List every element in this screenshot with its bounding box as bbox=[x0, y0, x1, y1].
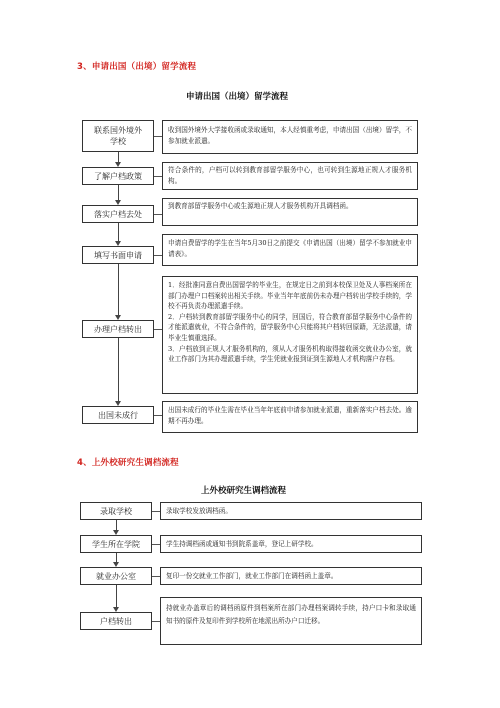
flowchart-title: 上外校研究生调档流程 bbox=[201, 486, 287, 496]
flow-description bbox=[162, 401, 418, 433]
flow-step-transfer: 办理户档转出 bbox=[82, 320, 154, 338]
flow-connector bbox=[118, 152, 119, 162]
flow-step-not-departed: 出国未成行 bbox=[82, 406, 154, 424]
flow-step-contact-school: 联系国外境外学校 bbox=[82, 120, 154, 152]
flow-arrow bbox=[115, 162, 121, 167]
section-heading: 4、上外校研究生调档流程 bbox=[77, 458, 179, 468]
flow-link bbox=[152, 511, 160, 512]
flow-arrow bbox=[113, 607, 119, 612]
flow-link bbox=[154, 415, 162, 416]
flow-step-college: 学生所在学院 bbox=[80, 535, 152, 553]
description-text: 收到国外境外大学接收函或录取通知，本人经慎重考虑，申请出国（出境）留学，不参加就业派遣。 bbox=[168, 126, 412, 146]
flow-step-employment-office: 就业办公室 bbox=[80, 567, 152, 585]
flow-step-admitting-school: 录取学校 bbox=[80, 502, 152, 520]
flow-link bbox=[154, 329, 162, 330]
flow-link bbox=[152, 576, 160, 577]
description-text: 申请自费留学的学生在当年5月30日之前提交《申请出国（出境）留学不参加就业申请表》。 bbox=[168, 239, 412, 259]
flow-connector bbox=[118, 185, 119, 200]
description-text: 持就业办盖章后的调档函原件到档案所在部门办理档案调转手续，持户口卡和录取通知书的原件及复印件到学校所在地派出所办户口迁移。 bbox=[166, 604, 416, 625]
description-text: 到教育部留学服务中心或生源地正规人才服务机构开具调档函。 bbox=[168, 202, 353, 210]
description-text: 学生持调档函或通知书到院系盖章，登记上研学校。 bbox=[166, 540, 318, 548]
flow-description bbox=[162, 162, 418, 190]
description-text: 符合条件的，户档可以转到教育部留学服务中心，也可转到生源地正规人才服务机构。 bbox=[168, 166, 412, 186]
description-text: 录取学校发放调档函。 bbox=[166, 507, 232, 515]
flow-connector bbox=[116, 585, 117, 607]
flow-step-application: 填写书面申请 bbox=[82, 246, 154, 264]
flow-arrow bbox=[115, 241, 121, 246]
description-text: 复印一份交就业工作部门，就业工作部门在调档函上盖章。 bbox=[166, 572, 338, 580]
flow-description bbox=[160, 567, 422, 585]
section-heading: 3、申请出国（出境）留学流程 bbox=[77, 62, 197, 72]
flow-description bbox=[162, 234, 418, 266]
description-text: 2．户档转到教育部留学服务中心的同学，回国后，符合教育部留学服务中心条件的才能派遣就业，不符合条件的，留学服务中心只能将其户档转回原籍，无法派遣，请毕业生慎重选择。 bbox=[168, 312, 412, 342]
flow-link bbox=[152, 544, 160, 545]
flow-description bbox=[162, 120, 418, 154]
flowchart-title: 申请出国（出境）留学流程 bbox=[186, 92, 289, 102]
description-text: 3．户档放到正规人才服务机构的，须从人才服务机构取得接收函交就业办公室，就业工作部门为其办理派遣手续，学生凭就业报到证到生源地人才机构落户存档。 bbox=[168, 344, 412, 364]
flow-arrow bbox=[113, 562, 119, 567]
flow-arrow bbox=[113, 530, 119, 535]
flow-description bbox=[160, 502, 422, 520]
flow-link bbox=[154, 214, 162, 215]
flow-link bbox=[154, 176, 162, 177]
flow-description bbox=[160, 535, 422, 553]
flow-link bbox=[154, 136, 162, 137]
flow-step-placement: 落实户档去处 bbox=[82, 205, 154, 223]
description-text: 1．经批准同意自费出国留学的毕业生，在规定日之前到本校保卫处及人事档案所在部门办理户口档案转出相关手续。毕业当年年底前仍未办理户档转出学校手续的，学校不再负责办理派遣手续。 bbox=[168, 281, 412, 311]
flow-link bbox=[152, 621, 160, 622]
flow-arrow bbox=[115, 401, 121, 406]
flow-connector bbox=[118, 264, 119, 315]
flow-arrow bbox=[115, 200, 121, 205]
flow-connector bbox=[118, 338, 119, 401]
flow-connector bbox=[116, 553, 117, 562]
flow-connector bbox=[116, 520, 117, 530]
description-text: 出国未成行的毕业生需在毕业当年年底前申请参加就业派遣，重新落实户档去处。逾期不再办理。 bbox=[168, 406, 412, 426]
flow-arrow bbox=[115, 315, 121, 320]
flow-description bbox=[162, 276, 418, 394]
flow-connector bbox=[118, 223, 119, 241]
flow-step-policy: 了解户档政策 bbox=[82, 167, 154, 185]
flow-description bbox=[160, 597, 422, 645]
flow-description bbox=[162, 198, 418, 226]
flow-step-transfer-out: 户档转出 bbox=[80, 612, 152, 630]
flow-link bbox=[154, 255, 162, 256]
